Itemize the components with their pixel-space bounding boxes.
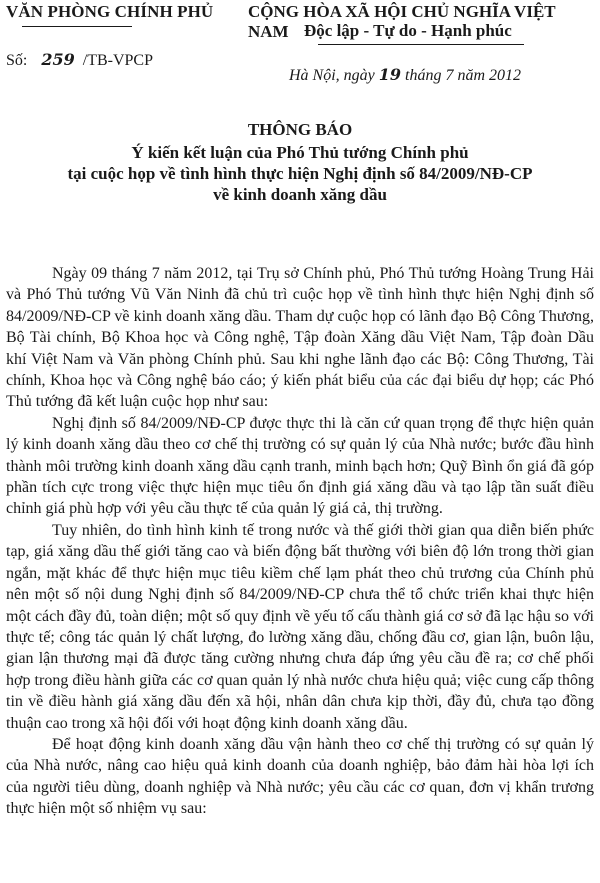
document-subject-line-1: Ý kiến kết luận của Phó Thủ tướng Chính phủ <box>131 143 469 162</box>
document-number-prefix: Số: <box>6 52 28 69</box>
body-paragraph: Để hoạt động kinh doanh xăng dầu vận hành theo cơ chế thị trường có sự quản lý của Nhà nước, nâng cao hiệu quả kinh doanh của doanh nghiệp, bảo đảm hài hòa lợi ích của người tiêu dùng, doanh nghiệp và Nhà nước; yêu cầu các cơ quan, đơn vị khẩn trương thực hiện một số nhiệm vụ sau: <box>6 735 594 818</box>
date-prefix: Hà Nội, ngày <box>289 67 375 84</box>
document-body <box>6 263 594 820</box>
body-paragraph: Nghị định số 84/2009/NĐ-CP được thực thi là căn cứ quan trọng để thực hiện quản lý kinh doanh xăng dầu theo cơ chế thị trường có sự quản lý của Nhà nước; bước đầu hình thành môi trường kinh doanh xăng dầu cạnh tranh, minh bạch hơn; Quỹ Bình ổn giá đã góp phần tích cực trong việc thực hiện mục tiêu ổn định giá xăng dầu và tạo lập tần suất điều chỉnh giá phù hợp với yêu cầu thực tế của quản lý giá cả, thị trường. <box>6 414 594 518</box>
document-subject-line-2: tại cuộc họp về tình hình thực hiện Nghị định số 84/2009/NĐ-CP <box>67 164 533 183</box>
document-type-title: THÔNG BÁO <box>247 120 353 139</box>
national-motto: Độc lập - Tự do - Hạnh phúc <box>304 21 512 40</box>
body-paragraph: Tuy nhiên, do tình hình kinh tế trong nước và thế giới thời gian qua diễn biến phức tạp, giá xăng dầu thế giới tăng cao và biến động bất thường với biên độ lớn trong thời gian ngắn, mặt khác để thực hiện mục tiêu kiềm chế lạm phát theo chủ trương của Chính phủ nên một số nội dung Nghị định số 84/2009/NĐ-CP chưa thể tổ chức triển khai thực hiện một cách đầy đủ, toàn diện; một số quy định về yếu tố cấu thành giá cơ sở đã lạc hậu so với thực tế; công tác quản lý chất lượng, đo lường xăng dầu, chống đầu cơ, gian lận, buôn lậu, gian lận thương mại đã được tăng cường nhưng chưa đáp ứng yêu cầu đề ra; cơ chế phối hợp trong điều hành giữa các cơ quan quản lý nhà nước chưa hiệu quả; việc cung cấp thông tin về điều hành giá xăng dầu đến xã hội, nhân dân chưa kịp thời, đầy đủ, chưa tạo đồng thuận cao trong xã hội đối với hoạt động kinh doanh xăng dầu. <box>6 521 594 732</box>
national-title: CỘNG HÒA XÃ HỘI CHỦ NGHĨA VIỆT NAM <box>248 2 556 41</box>
date-day-handwritten: 19 <box>378 65 402 84</box>
document-number-suffix: /TB-VPCP <box>82 52 153 69</box>
document-number-handwritten: 259 <box>41 50 75 69</box>
issuing-organization: VĂN PHÒNG CHÍNH PHỦ <box>6 2 214 21</box>
document-subject-line-3: về kinh doanh xăng dầu <box>213 185 387 204</box>
document-number <box>6 50 153 70</box>
issue-date <box>289 65 521 85</box>
organization-underline <box>22 26 132 27</box>
body-paragraph: Ngày 09 tháng 7 năm 2012, tại Trụ sở Chính phủ, Phó Thủ tướng Hoàng Trung Hải và Phó Thủ tướng Vũ Văn Ninh đã chủ trì cuộc họp về tình hình thực hiện Nghị định số 84/2009/NĐ-CP về kinh doanh xăng dầu. Tham dự cuộc họp có lãnh đạo Bộ Công Thương, Bộ Tài chính, Bộ Khoa học và Công nghệ, Tập đoàn Xăng dầu Việt Nam, Tập đoàn Dầu khí Việt Nam và Văn phòng Chính phủ. Sau khi nghe lãnh đạo các Bộ: Công Thương, Tài chính, Khoa học và Công nghệ báo cáo; ý kiến phát biểu của các đại biểu dự họp; các Phó Thủ tướng đã kết luận cuộc họp như sau: <box>6 265 594 411</box>
motto-underline <box>318 44 524 45</box>
date-suffix: tháng 7 năm 2012 <box>405 67 522 84</box>
